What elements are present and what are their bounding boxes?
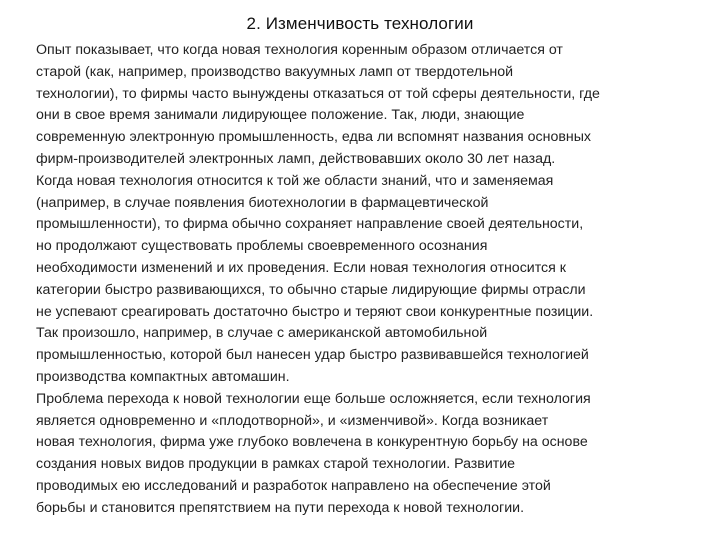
text-line: они в свое время занимали лидирующее положение. Так, люди, знающие	[36, 107, 525, 124]
text-line: промышленности), то фирма обычно сохраняет направление своей деятельности,	[36, 216, 584, 233]
text-line: старой (как, например, производство вакуумных ламп от твердотельной	[36, 63, 514, 80]
text-line: категории быстро развивающихся, то обычно старые лидирующие фирмы отрасли	[36, 281, 586, 298]
text-line: борьбы и становится препятствием на пути перехода к новой технологии.	[36, 499, 525, 516]
text-line: проводимых ею исследований и разработок направлено на обеспечение этой	[36, 477, 551, 494]
slide-body-text	[36, 40, 690, 520]
text-line: Когда новая технология относится к той же области знаний, что и заменяемая	[36, 172, 554, 189]
text-line: фирм-производителей электронных ламп, действовавших около 30 лет назад.	[36, 150, 556, 167]
slide-title: 2. Изменчивость технологии	[246, 14, 474, 33]
text-line: создания новых видов продукции в рамках старой технологии. Развитие	[36, 456, 516, 473]
text-line: не успевают среагировать достаточно быстро и теряют свои конкурентные позиции.	[36, 303, 594, 320]
text-line: технологии), то фирмы часто вынуждены отказаться от той сферы деятельности, где	[36, 85, 600, 102]
text-line: производства компактных автомашин.	[36, 368, 290, 385]
text-line: промышленностью, которой был нанесен удар быстро развивавшейся технологией	[36, 347, 589, 364]
text-line: является одновременно и «плодотворной», и «изменчивой». Когда возникает	[36, 412, 549, 429]
text-line: но продолжают существовать проблемы своевременного осознания	[36, 238, 488, 255]
text-line: (например, в случае появления биотехнологии в фармацевтической	[36, 194, 489, 211]
text-line: необходимости изменений и их проведения. Если новая технология относится к	[36, 259, 566, 276]
text-line: новая технология, фирма уже глубоко вовлечена в конкурентную борьбу на основе	[36, 434, 588, 451]
text-line: Так произошло, например, в случае с американской автомобильной	[36, 325, 488, 342]
text-line: Проблема перехода к новой технологии еще больше осложняется, если технология	[36, 390, 591, 407]
text-line: Опыт показывает, что когда новая технология коренным образом отличается от	[36, 42, 563, 58]
text-line: современную электронную промышленность, едва ли вспомнят названия основных	[36, 129, 591, 146]
